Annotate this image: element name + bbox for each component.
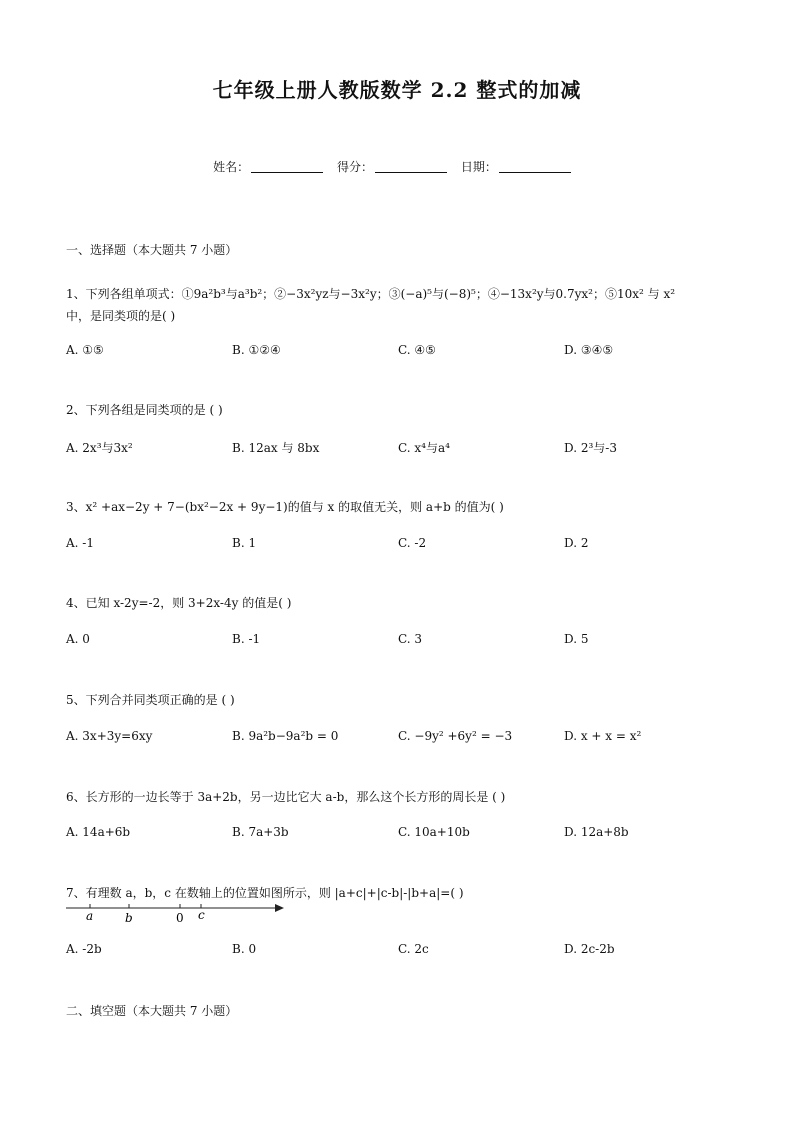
question-7-text: 7、有理数 a，b，c 在数轴上的位置如图所示，则 |a+c|+|c-b|-|b+a|=( ) xyxy=(66,886,464,900)
name-label: 姓名： xyxy=(213,160,250,174)
option-c[interactable]: C. 2c xyxy=(398,942,429,956)
option-d[interactable]: D. 2 xyxy=(564,536,589,550)
question-1 xyxy=(66,283,736,327)
page-title: 七年级上册人教版数学 2.2 整式的加减 xyxy=(212,78,582,102)
section-heading-fill-in: 二、填空题（本大题共 7 小题） xyxy=(66,1004,238,1018)
question-4 xyxy=(66,592,736,614)
question-5-text: 5、下列合并同类项正确的是 ( ) xyxy=(66,693,235,707)
option-a[interactable]: A. 0 xyxy=(66,632,90,646)
date-blank[interactable] xyxy=(499,160,571,173)
label-c: c xyxy=(198,908,205,922)
label-b: b xyxy=(125,911,133,924)
option-b[interactable]: B. -1 xyxy=(232,632,261,646)
label-zero: 0 xyxy=(176,911,184,924)
question-4-options xyxy=(66,632,736,650)
option-b[interactable]: B. ①②④ xyxy=(232,343,281,357)
option-c[interactable]: C. ④⑤ xyxy=(398,343,436,357)
section-heading-choice: 一、选择题（本大题共 7 小题） xyxy=(66,243,238,257)
option-a[interactable]: A. 2x³与3x² xyxy=(66,441,133,455)
question-5 xyxy=(66,689,736,711)
question-3-text: 3、x² +ax−2y + 7−(bx²−2x + 9y−1)的值与 x 的取值无关，则 a+b 的值为( ) xyxy=(66,500,504,514)
option-c[interactable]: C. 3 xyxy=(398,632,423,646)
score-label: 得分： xyxy=(336,160,373,174)
option-a[interactable]: A. -2b xyxy=(66,942,102,956)
question-6-options xyxy=(66,825,736,843)
student-info-row xyxy=(0,158,794,175)
option-d[interactable]: D. 12a+8b xyxy=(564,825,629,839)
option-b[interactable]: B. 7a+3b xyxy=(232,825,289,839)
question-1-text-cont: 中，是同类项的是( ) xyxy=(66,309,176,323)
option-a[interactable]: A. ①⑤ xyxy=(66,343,104,357)
question-2 xyxy=(66,399,736,421)
option-c[interactable]: C. -2 xyxy=(398,536,427,550)
question-3-options xyxy=(66,536,736,554)
option-d[interactable]: D. x + x = x² xyxy=(564,729,642,743)
option-d[interactable]: D. 5 xyxy=(564,632,589,646)
label-a: a xyxy=(86,909,94,923)
name-blank[interactable] xyxy=(251,160,323,173)
option-c[interactable]: C. −9y² +6y² = −3 xyxy=(398,729,513,743)
question-2-options xyxy=(66,439,736,457)
score-blank[interactable] xyxy=(375,160,447,173)
question-1-text: 1、下列各组单项式：①9a²b³与a³b²；②−3x²yz与−3x²y；③(−a)⁵与(−8)⁵；④−13x²y与0.7yx²；⑤10x² 与 x² xyxy=(66,287,676,301)
option-a[interactable]: A. -1 xyxy=(66,536,94,550)
option-b[interactable]: B. 12ax 与 8bx xyxy=(232,441,320,455)
question-5-options xyxy=(66,729,736,747)
question-6-text: 6、长方形的一边长等于 3a+2b，另一边比它大 a-b，那么这个长方形的周长是 ( ) xyxy=(66,790,506,804)
option-b[interactable]: B. 9a²b−9a²b = 0 xyxy=(232,729,339,743)
option-a[interactable]: A. 3x+3y=6xy xyxy=(66,729,153,743)
question-1-options xyxy=(66,343,736,361)
option-b[interactable]: B. 0 xyxy=(232,942,257,956)
question-2-text: 2、下列各组是同类项的是 ( ) xyxy=(66,403,223,417)
number-line-figure xyxy=(66,898,296,924)
question-4-text: 4、已知 x-2y=-2，则 3+2x-4y 的值是( ) xyxy=(66,596,292,610)
question-3 xyxy=(66,496,736,518)
number-line-arrow xyxy=(275,904,284,912)
option-c[interactable]: C. 10a+10b xyxy=(398,825,470,839)
question-7-options xyxy=(66,942,736,960)
question-6 xyxy=(66,786,736,808)
option-d[interactable]: D. ③④⑤ xyxy=(564,343,614,357)
option-b[interactable]: B. 1 xyxy=(232,536,257,550)
option-d[interactable]: D. 2³与-3 xyxy=(564,441,617,455)
option-c[interactable]: C. x⁴与a⁴ xyxy=(398,441,450,455)
option-d[interactable]: D. 2c-2b xyxy=(564,942,615,956)
date-label: 日期： xyxy=(460,160,497,174)
option-a[interactable]: A. 14a+6b xyxy=(66,825,131,839)
